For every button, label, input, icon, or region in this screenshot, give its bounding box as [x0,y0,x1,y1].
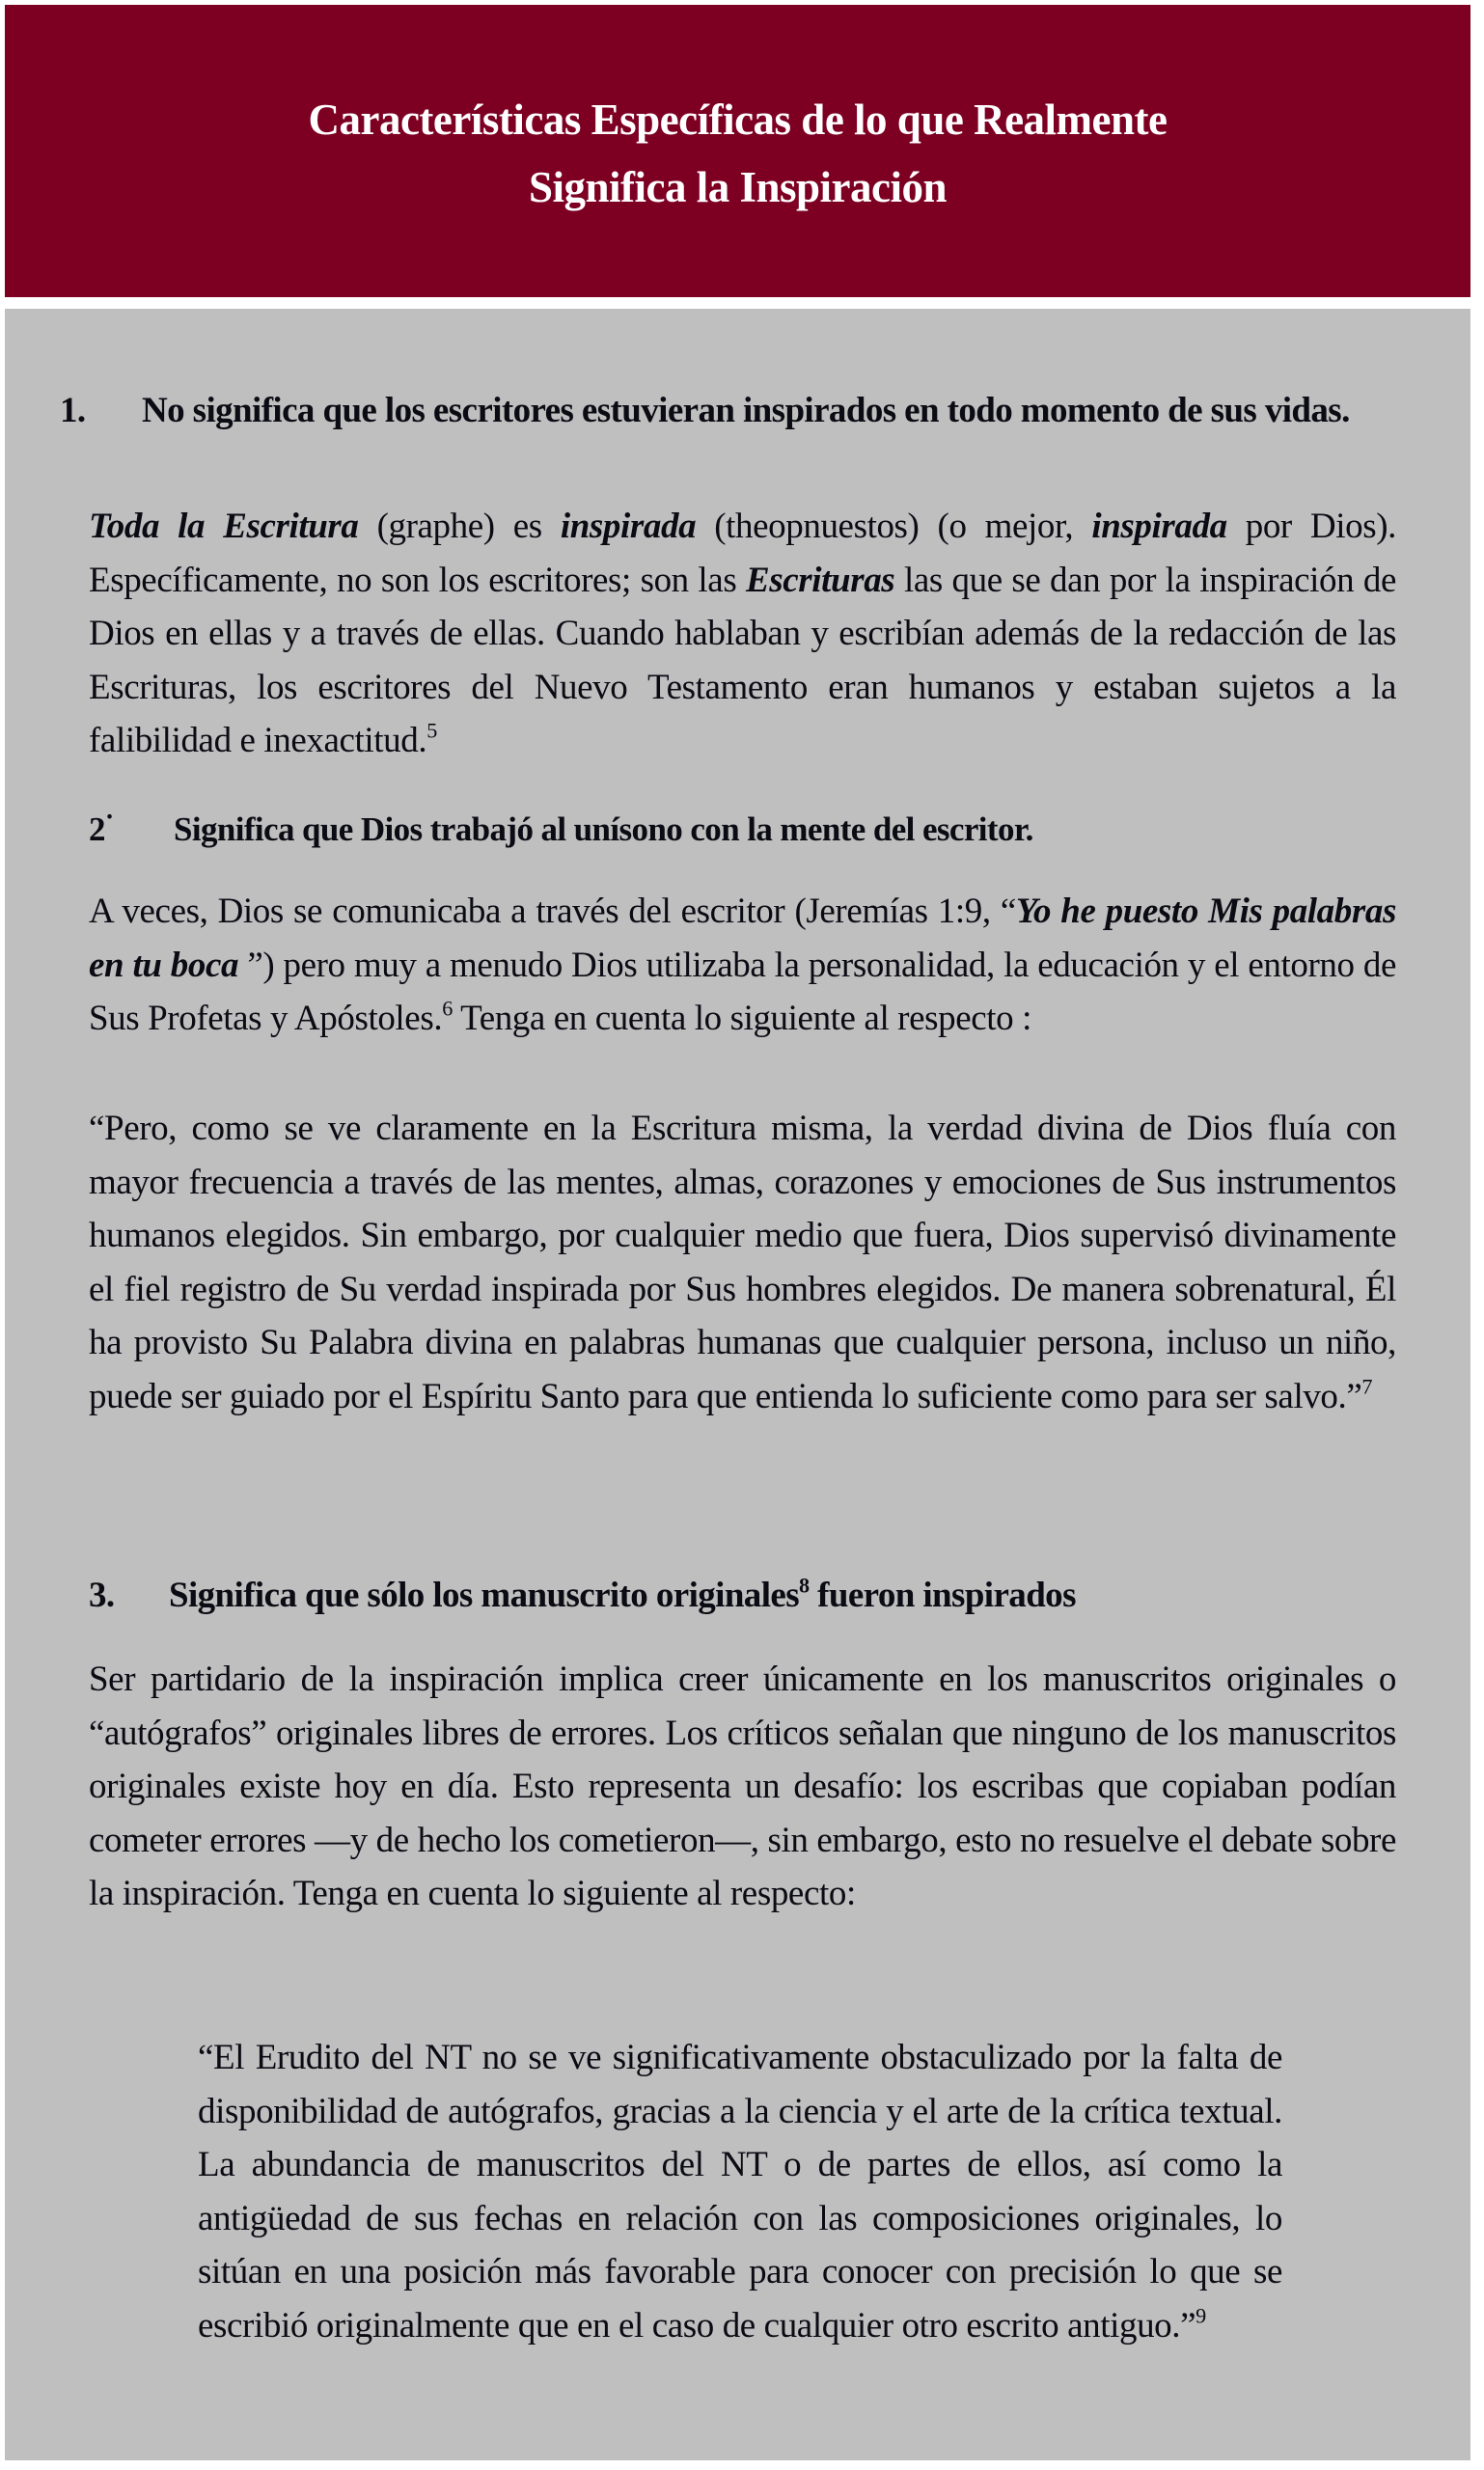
footnote-marker: 7 [1361,1374,1373,1399]
text-run: (graphe) es [358,507,561,546]
emphasis-text: Escrituras [745,560,895,600]
text-run: “Pero, como se ve claramente en la Escritura misma, la verdad divina de Dios fluía con mayor frecuencia a través de las mentes, almas, corazones y emociones de Sus instrumentos humanos elegidos. Sin embargo, por cualquier medio que fuera, Dios supervisó divinamente el fiel registro de Su verdad inspirada por Sus hombres elegidos. De manera sobrenatural, Él ha provisto Su Palabra divina en palabras humanas que cualquier persona, incluso un niño, puede ser guiado por el Espíritu Santo para que entienda lo suficiente como para ser salvo.” [89,1109,1396,1416]
text-run: (theopnuestos) (o mejor, [696,507,1092,546]
bold-text: fueron inspirados [809,1576,1076,1615]
section-2-number-mark: · [104,802,114,833]
text-run: A veces, Dios se comunicaba a través del escritor (Jeremías 1:9, “ [89,892,1016,931]
section-1-number: 1. [60,391,86,430]
footnote-marker: 9 [1195,2303,1206,2328]
emphasis-text: inspirada [560,507,697,546]
section-1-heading [60,384,1449,437]
section-1-paragraph [89,500,1396,768]
page-title-line-1: Características Específicas de lo que Realmente [308,95,1168,144]
section-3-paragraph [89,1653,1396,1921]
footnote-marker: 8 [799,1573,810,1598]
emphasis-text: inspirada [1091,507,1227,546]
text-run: las que se dan por la inspiración de Dios en ellas y a través de ellas. Cuando hablaban y escribían además de la redacción de las Escrituras, los escritores del Nuevo Testamento eran humanos y estaban sujetos a la falibilidad e inexactitud. [89,560,1396,760]
text-run: ”) pero muy a menudo Dios utilizaba la personalidad, la educación y el entorno de Sus Profetas y Apóstoles. [89,945,1396,1038]
footnote-marker: 6 [442,996,453,1021]
text-run: por Dios). Específicamente, no son los escritores; son las [89,507,1396,600]
footnote-marker: 5 [426,718,437,743]
section-3-number: 3. [89,1576,115,1615]
section-1-heading-text: No significa que los escritores estuvieran inspirados en todo momento de sus vidas. [142,391,1350,430]
section-2-number: 2· [89,802,114,848]
section-3-blockquote [198,2031,1282,2352]
emphasis-text: Yo he puesto Mis palabras en tu boca [89,892,1396,985]
section-2-heading-text: Significa que Dios trabajó al unísono con la mente del escritor. [174,810,1033,848]
section-3-heading [89,1569,1440,1622]
content-panel [5,309,1470,2460]
section-3-heading-text [169,1569,1440,1622]
text-run: Ser partidario de la inspiración implica creer únicamente en los manuscritos originales o “autógrafos” originales libres de errores. Los críticos señalan que ninguno de los manuscritos originales existe hoy en día. Esto representa un desafío: los escribas que copiaban podían cometer errores —y de hecho los cometieron—, sin embargo, esto no resuelve el debate sobre la inspiración. Tenga en cuenta lo siguiente al respecto: [89,1660,1396,1913]
section-2-heading [89,803,1440,856]
text-run: Tenga en cuenta lo siguiente al respecto : [452,999,1031,1038]
text-run: “El Erudito del NT no se ve significativamente obstaculizado por la falta de disponibilidad de autógrafos, gracias a la ciencia y el arte de la crítica textual. La abundancia de manuscritos del NT o de partes de ellos, así como la antigüedad de sus fechas en relación con las composiciones originales, lo sitúan en una posición más favorable para conocer con precisión lo que se escribió originalmente que en el caso de cualquier otro escrito antiguo.” [198,2038,1282,2346]
page-title-line-2: Significa la Inspiración [528,162,948,211]
page-title [308,82,1167,221]
section-2-quote [89,1102,1396,1423]
section-2-paragraph [89,885,1396,1046]
title-banner [5,5,1470,297]
bold-text: Significa que sólo los manuscrito originales [169,1576,800,1615]
emphasis-text: Toda la Escritura [89,507,359,546]
